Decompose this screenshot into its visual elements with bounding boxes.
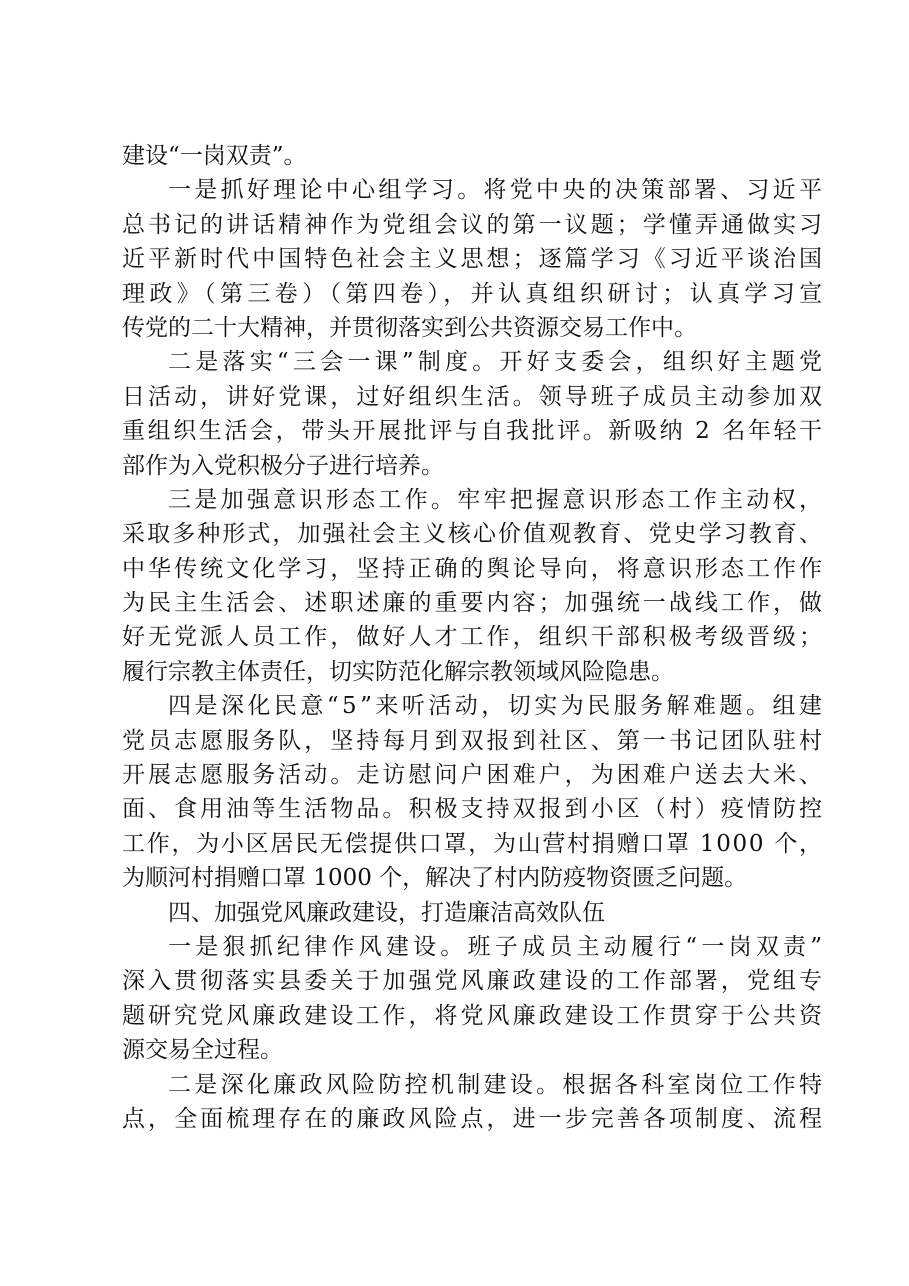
text-line: 四是深化民意“5”来听活动，切实为民服务解难题。组建 [168,693,826,720]
text-line: 总书记的讲话精神作为党组会议的第一议题；学懂弄通做实习 [122,211,826,238]
text-line: 源交易全过程。 [122,1037,283,1064]
text-line: 中华传统文化学习，坚持正确的舆论导向，将意识形态工作作 [122,555,826,582]
text-line: 履行宗教主体责任，切实防范化解宗教领域风险隐患。 [122,658,674,685]
text-line: 二是落实“三会一课”制度。开好支委会，组织好主题党 [168,349,827,376]
text-line: 为民主生活会、述职述廉的重要内容；加强统一战线工作，做 [122,590,826,617]
text-line: 建设“一岗双责”。 [122,143,307,169]
text-line: 日活动，讲好党课，过好组织生活。领导班子成员主动参加双 [122,383,826,410]
text-line: 开展志愿服务活动。走访慰问户困难户，为困难户送去大米、 [122,762,826,789]
text-line: 二是深化廉政风险防控机制建设。根据各科室岗位工作特 [168,1071,826,1098]
text-line: 部作为入党积极分子进行培养。 [122,452,444,479]
text-line: 为顺河村捐赠口罩 1000 个，解决了村内防疫物资匮乏问题。 [122,865,748,892]
document-body [122,139,827,1136]
text-line: 重组织生活会，带头开展批评与自我批评。新吸纳 2 名年轻干 [122,418,825,445]
text-line: 理政》（第三卷）（第四卷），并认真组织研讨；认真学习宣 [122,280,827,307]
text-line: 点，全面梳理存在的廉政风险点，进一步完善各项制度、流程 [122,1105,826,1132]
text-line: 三是加强意识形态工作。牢牢把握意识形态工作主动权， [168,486,826,513]
text-line: 深入贯彻落实县委关于加强党风廉政建设的工作部署，党组专 [122,968,826,995]
text-line: 题研究党风廉政建设工作，将党风廉政建设工作贯穿于公共资 [122,1002,826,1029]
text-line: 近平新时代中国特色社会主义思想；逐篇学习《习近平谈治国 [122,246,826,273]
text-line: 好无党派人员工作，做好人才工作，组织干部积极考级晋级； [122,624,826,651]
text-line: 面、食用油等生活物品。积极支持双报到小区（村）疫情防控 [122,796,826,823]
text-line: 工作，为小区居民无偿提供口罩，为山营村捐赠口罩 1000 个， [122,830,824,857]
text-line: 传党的二十大精神，并贯彻落实到公共资源交易工作中。 [122,314,697,341]
text-line: 一是狠抓纪律作风建设。班子成员主动履行“一岗双责” [168,933,827,960]
text-line: 一是抓好理论中心组学习。将党中央的决策部署、习近平 [168,177,826,204]
text-line: 采取多种形式，加强社会主义核心价值观教育、党史学习教育、 [122,521,824,548]
text-line: 四、加强党风廉政建设，打造廉洁高效队伍 [168,899,605,926]
text-line: 党员志愿服务队，坚持每月到双报到社区、第一书记团队驻村 [122,727,826,754]
